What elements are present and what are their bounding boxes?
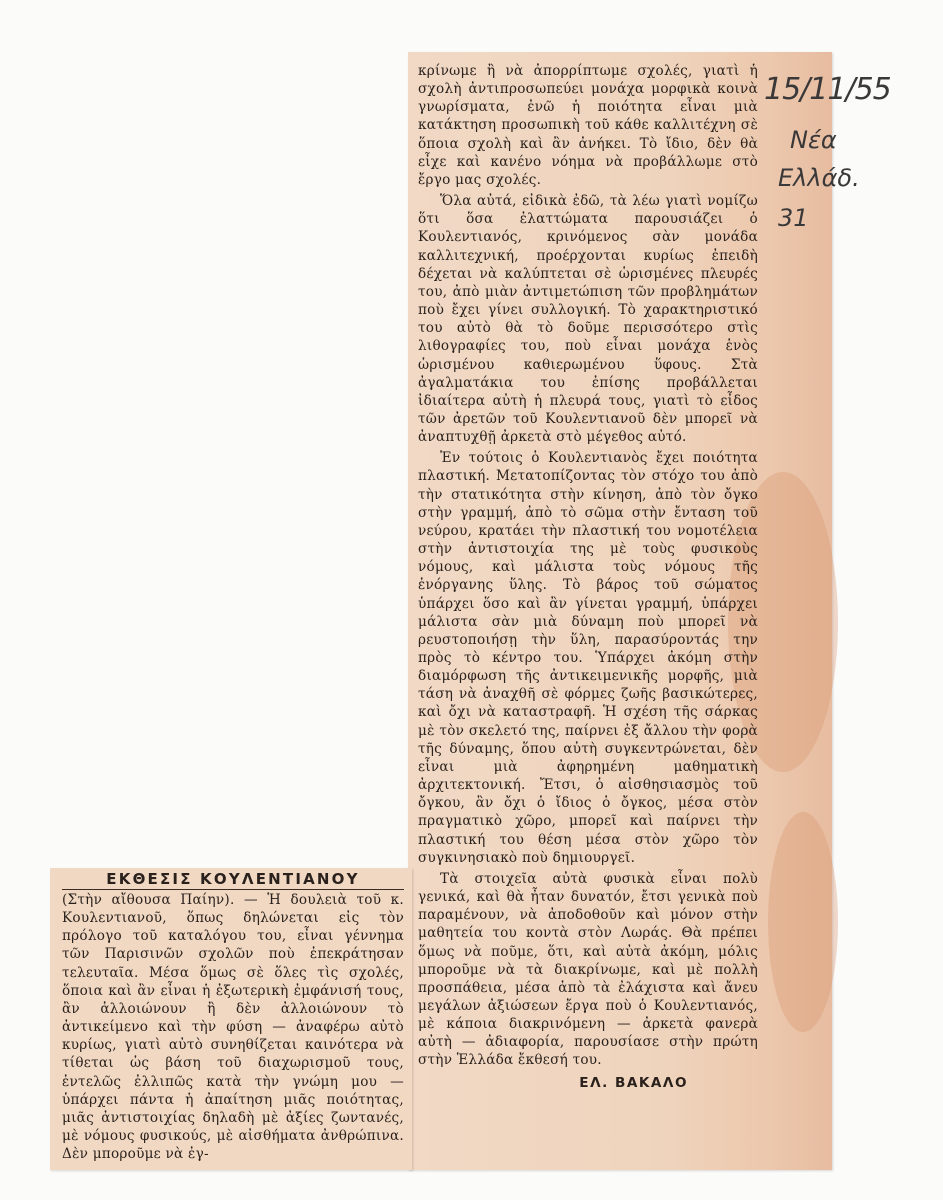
handwritten-newspaper-line1: Νέα (790, 126, 837, 154)
article-title: ΕΚΘΕΣΙΣ ΚΟΥΛΕΝΤΙΑΝΟΥ (62, 870, 404, 890)
author-byline: ΕΛ. ΒΑΚΑΛΟ (579, 1074, 688, 1091)
paragraph-4: Τὰ στοιχεῖα αὐτὰ φυσικὰ εἶναι πολὺ γενικά, καὶ θὰ ἦταν δυνατόν, ἔτσι γενικὰ ποὺ παραμένουν, νὰ ἀποδοθοῦν καὶ μόνον στὴν μαθητεία του κοντὰ στὸν Λωράς. Θὰ πρέπει ὅμως νὰ ποῦμε, ὅτι, καὶ αὐτὰ ἀκόμη, μόλις μποροῦμε νὰ τὰ διακρίνωμε, καὶ μὲ πολλὴ προσπάθεια, μέσα ἀπὸ τὰ ἐλάχιστα καὶ ἄνευ μεγάλων ἀξιώσεων ἔργα ποὺ ὁ Κουλεντιανός, μὲ κάποια διακρινόμενη — ἀρκετὰ φανερὰ αὐτὴ — ἀδιαφορία, παρουσίασε στὴν πρώτη στὴν Ἑλλάδα ἔκθεσή του. (418, 870, 758, 1069)
paragraph-3: Ἐν τούτοις ὁ Κουλεντιανὸς ἔχει ποιότητα πλαστική. Μετατοπίζοντας τὸν στόχο του ἀπὸ τὴν στατικότητα στὴν κίνηση, ἀπὸ τὸν ὄγκο στὴν γραμμή, ἀπὸ τὸ σῶμα στὴν ἔνταση τοῦ νεύρου, κρατάει τὴν πλαστική του νομοτέλεια στὴν ἀντιστοιχία της μὲ τοὺς φυσικοὺς νόμους, καὶ μάλιστα τοὺς νόμους τῆς ἐνόργανης ὕλης. Τὸ βάρος τοῦ σώματος ὑπάρχει ὅσο καὶ ἂν γίνεται γραμμή, ὑπάρχει μάλιστα σὰν μιὰ δύναμη ποὺ μπορεῖ νὰ ρευστοποιήσῃ τὴν ὕλη, παρασύροντάς την πρὸς τὸ κέντρο του. Ὑπάρχει ἀκόμη στὴν διαμόρφωση τῆς ἀντικειμενικῆς μορφῆς, μιὰ τάση νὰ ἀναχθῆ σὲ φόρμες ζωῆς βασικώτερες, καὶ ὄχι νὰ καταστραφῆ. Ἡ σχέση τῆς σάρκας μὲ τὸν σκελετό της, παίρνει ἐξ ἄλλου τὴν φορὰ τῆς δύναμης, ὅπου αὐτὴ συγκεντρώνεται, δὲν εἶναι μιὰ ἀφηρημένη μαθηματικὴ ἀρχιτεκτονική. Ἔτσι, ὁ αἰσθησιασμὸς τοῦ ὄγκου, ἂν ὄχι ὁ ἴδιος ὁ ὄγκος, μέσα στὸν πραγματικὸ χῶρο, μπορεῖ καὶ παίρνει τὴν πλαστική του θέση μέσα στὸν χῶρο τὸν συγκινησιακὸ ποὺ δημιουργεῖ. (418, 450, 758, 866)
clipping-left-column (50, 868, 412, 1170)
paragraph-1: κρίνωμε ἢ νὰ ἀπορρίπτωμε σχολές, γιατὶ ἡ σχολὴ ἀντιπροσωπεύει μονάχα μορφικὰ κοινὰ γνωρίσματα, ἐνῶ ἡ ποιότητα εἶναι μιὰ κατάκτηση προσωπικὴ τοῦ κάθε καλλιτέχνη σὲ ὅποια σχολὴ καὶ ἂν ἀνήκει. Τὸ ἴδιο, δὲν θὰ εἶχε καὶ κανένο νόημα νὰ προβάλλωμε στὸ ἔργο μας σχολές. (418, 63, 758, 188)
handwritten-date: 15/11/55 (764, 72, 891, 107)
handwritten-newspaper-line2: Ελλάδ. (778, 164, 860, 192)
handwritten-annotation (758, 64, 891, 234)
article-start (62, 870, 404, 1163)
article-continuation (418, 62, 758, 1092)
handwritten-page-number: 31 (778, 204, 809, 232)
article-opening-text: (Στὴν αἴθουσα Παίην). — Ἡ δουλειὰ τοῦ κ. Κουλεντιανοῦ, ὅπως δηλώνεται εἰς τὸν πρόλογο τοῦ καταλόγου του, εἶναι γέννημα τῶν Παρισινῶν σχολῶν ποὺ ἐπεκράτησαν τελευταῖα. Μέσα ὅμως σὲ ὅλες τὶς σχολές, ὅποια καὶ ἂν εἶναι ἡ ἐξωτερικὴ ἐμφάνισή τους, ἂν ἀλλοιώνουν ἢ δὲν ἀλλοιώνουν τὸ ἀντικείμενο καὶ τὴν φύση — ἀναφέρω αὐτὸ κυρίως, γιατὶ αὐτὸ συνηθίζεται καινότερα νὰ τίθεται ὡς βάση τοῦ διαχωρισμοῦ τους, ἐντελῶς ἐλλιπῶς κατὰ τὴν γνώμη μου — ὑπάρχει πάντα ἡ ἀπαίτηση μιᾶς ποιότητας, μιᾶς ἀντιστοιχίας δηλαδὴ μὲ ἀξίες ζωντανές, μὲ νόμους φυσικούς, μὲ αἰσθήματα ἀνθρώπινα. Δὲν μποροῦμε νὰ ἐγ- (62, 892, 404, 1163)
paragraph-2: Ὅλα αὐτά, εἰδικὰ ἐδῶ, τὰ λέω γιατὶ νομίζω ὅτι ὅσα ἐλαττώματα παρουσιάζει ὁ Κουλεντιανός, κρινόμενος σὰν μονάδα καλλιτεχνική, προέρχονται κυρίως ἐπειδὴ δέχεται νὰ καλύπτεται σὲ ὡρισμένες πλευρές του, ἀπὸ μιὰν ἀντιμετώπιση τῶν προβλημάτων ποὺ ἔχει γίνει συλλογική. Τὸ χαρακτηριστικό του αὐτὸ θὰ τὸ δοῦμε περισσότερο στὶς λιθογραφίες του, ποὺ εἶναι μονάχα ἑνὸς ὡρισμένου καθιερωμένου ὕφους. Στὰ ἀγαλματάκια του ἐπίσης προβάλλεται ἰδιαίτερα αὐτὴ ἡ πλευρά τους, γιατὶ τὸ εἶδος τῶν ἀρετῶν τοῦ Κουλεντιανοῦ δὲν μπορεῖ νὰ ἀναπτυχθῇ ἀρκετὰ στὸ μέγεθος αὐτό. (418, 193, 758, 446)
